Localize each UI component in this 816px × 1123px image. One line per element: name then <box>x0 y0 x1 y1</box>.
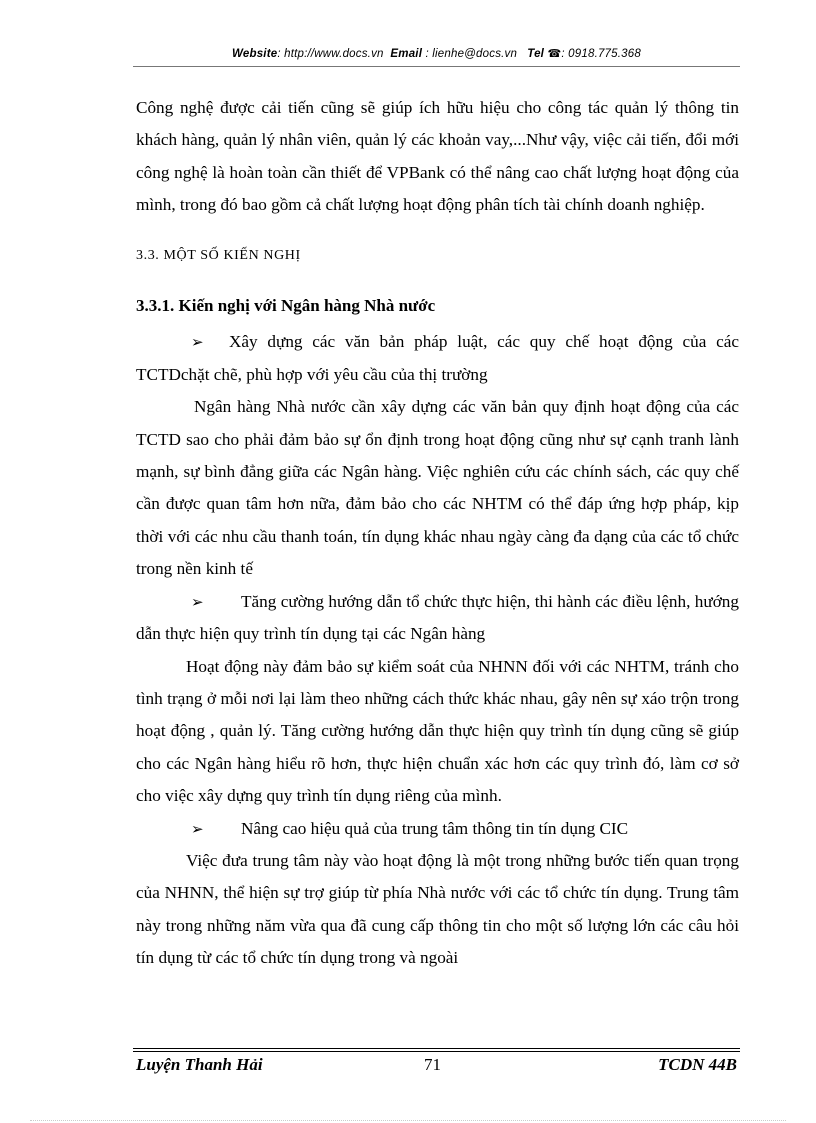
paragraph-supervision: Hoạt động này đảm bảo sự kiểm soát của NHNN đối với các NHTM, tránh cho tình trạng ở mỗi nơi lại làm theo những cách thức khác nhau, gây nên sự xáo trộn trong hoạt động , quản lý. Tăng cường hướng dẫn thực hiện quy trình tín dụng cũng sẽ giúp cho các Ngân hàng hiểu rõ hơn, thực hiện chuẩn xác hơn các quy trình đó, làm cơ sở cho việc xây dựng quy trình tín dụng riêng của mình. <box>136 656 739 806</box>
paragraph-regulations: Ngân hàng Nhà nước cần xây dựng các văn bản quy định hoạt động của các TCTD sao cho phải đảm bảo sự ổn định trong hoạt động cũng như sự cạnh tranh lành mạnh, sự bình đẳng giữa các Ngân hàng. Việc nghiên cứu các chính sách, các quy chế cần được quan tâm hơn nữa, đảm bảo cho các NHTM có thể đáp ứng hợp pháp, kịp thời với các nhu cầu thanh toán, tín dụng khác nhau ngày càng đa dạng của các tổ chức trong nền kinh tế <box>136 397 739 579</box>
paragraph-cic: Việc đưa trung tâm này vào hoạt động là một trong những bước tiến quan trọng của NHNN, thể hiện sự trợ giúp từ phía Nhà nước với các tổ chức tín dụng. Trung tâm này trong những năm vừa qua đã cung cấp thông tin cho một số lượng lớn các câu hỏi tín dụng từ các tổ chức tín dụng trong và ngoài <box>136 850 739 968</box>
bullet-text: Xây dựng các văn bản pháp luật, các quy chế hoạt động của các TCTDchặt chẽ, phù hợp với yêu cầu của thị trường <box>136 332 739 384</box>
arrow-bullet-icon: ➢ <box>191 592 204 611</box>
footer-divider-double <box>133 1051 740 1052</box>
tel-value: : 0918.775.368 <box>561 48 641 60</box>
page-header <box>133 47 740 60</box>
bullet-legal-documents <box>136 326 739 391</box>
phone-icon: ☎ <box>547 48 562 60</box>
arrow-bullet-icon: ➢ <box>191 819 204 838</box>
bullet-text: Nâng cao hiệu quả của trung tâm thông tin tín dụng CIC <box>241 818 629 838</box>
footer-divider <box>133 1048 740 1049</box>
page-content <box>136 92 739 975</box>
bullet-text: Tăng cường hướng dẫn tổ chức thực hiện, thi hành các điều lệnh, hướng dẫn thực hiện quy trình tín dụng tại các Ngân hàng <box>136 591 739 644</box>
paragraph-technology: Công nghệ được cải tiến cũng sẽ giúp ích hữu hiệu cho công tác quản lý thông tin khách hàng, quản lý nhân viên, quản lý các khoản vay,...Như vậy, việc cải tiến, đổi mới công nghệ là hoàn toàn cần thiết để VPBank có thể nâng cao chất lượng hoạt động của mình, trong đó bao gồm cả chất lượng hoạt động phân tích tài chính doanh nghiệp. <box>136 98 739 215</box>
bullet-cic <box>136 813 739 845</box>
email-value: : lienhe@docs.vn <box>425 48 518 60</box>
tel-label: Tel <box>527 48 545 60</box>
header-divider <box>133 66 740 67</box>
email-label: Email <box>390 48 423 60</box>
footer-author: Luyện Thanh Hải <box>136 1055 263 1074</box>
subsection-heading: 3.3.1. Kiến nghị với Ngân hàng Nhà nước <box>136 296 436 316</box>
website-label: Website <box>232 48 278 60</box>
bullet-guidance <box>136 586 739 651</box>
page-footer <box>136 1055 737 1075</box>
page-edge <box>30 1120 786 1121</box>
footer-class: TCDN 44B <box>658 1055 737 1074</box>
page-number: 71 <box>424 1055 441 1074</box>
section-heading: 3.3. MỘT SỐ KIẾN NGHỊ <box>136 247 301 263</box>
arrow-bullet-icon: ➢ <box>191 333 204 352</box>
website-value: : http://www.docs.vn <box>277 48 384 60</box>
